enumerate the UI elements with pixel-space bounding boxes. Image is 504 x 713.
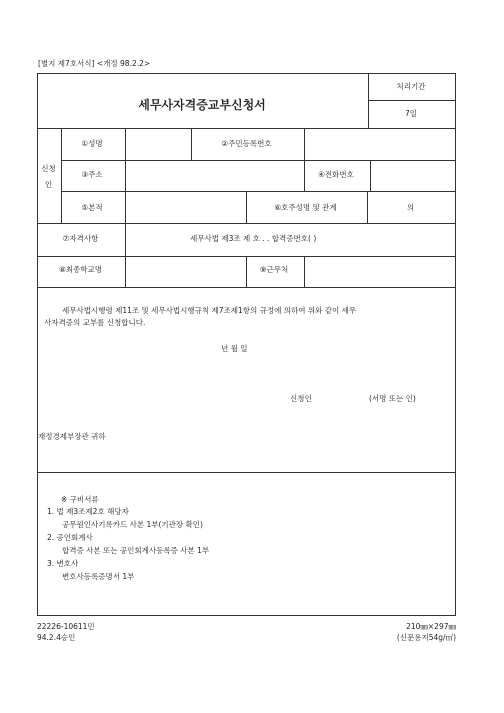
school-label: ⑧최종학교명 bbox=[59, 265, 102, 274]
rule bbox=[304, 128, 305, 160]
rule bbox=[38, 128, 456, 129]
approval-date: 94.2.4승인 bbox=[37, 633, 76, 642]
signature-or-seal-label: (서명 또는 인) bbox=[369, 394, 416, 403]
document-item-title: 1. 법 제3조제2호 해당자 bbox=[47, 507, 129, 516]
rule bbox=[38, 287, 456, 288]
document-item-title: 2. 공인회계사 bbox=[47, 533, 93, 542]
domicile-label: ⑤본적 bbox=[81, 203, 103, 212]
rule bbox=[61, 191, 456, 192]
rule bbox=[61, 160, 456, 161]
rule bbox=[370, 160, 371, 191]
workplace-label: ⑨근무처 bbox=[259, 265, 289, 274]
recipient: 재정경제부장관 귀하 bbox=[38, 432, 106, 441]
document-item-detail: 합격증 사본 또는 공인회계사등록증 사본 1부 bbox=[62, 546, 210, 555]
form-title: 세무사자격증교부신청서 bbox=[138, 98, 266, 112]
statement-line-2: 사자격증의 교부를 신청합니다. bbox=[44, 318, 146, 327]
resident-number-label: ②주민등록번호 bbox=[221, 139, 272, 148]
document-item-detail: 공무원인사기록카드 사본 1부(기관장 확인) bbox=[62, 520, 203, 529]
qualification-text: 세무사법 제3조 제 호 . . 합격증번호( ) bbox=[190, 234, 317, 243]
document-item-detail: 변호사등록증명서 1부 bbox=[62, 572, 135, 581]
form-number-note: [별지 제7호서식] <개정 98.2.2> bbox=[38, 59, 151, 68]
rule bbox=[304, 256, 305, 287]
phone-label: ④전화번호 bbox=[318, 170, 354, 179]
documents-heading: ※ 구비서류 bbox=[61, 495, 99, 504]
processing-period-value: 7일 bbox=[404, 109, 418, 118]
rule bbox=[125, 256, 126, 287]
applicant-group-label: 신청 bbox=[41, 164, 56, 173]
document-item-title: 3. 변호사 bbox=[47, 559, 79, 568]
form-code: 22226-10611민 bbox=[37, 622, 95, 631]
household-head-suffix: 의 bbox=[406, 203, 415, 212]
applicant-signature-label: 신청인 bbox=[290, 394, 312, 403]
rule bbox=[125, 128, 126, 223]
processing-period-label: 처리기간 bbox=[396, 82, 426, 91]
address-label: ③주소 bbox=[81, 170, 103, 179]
rule bbox=[38, 223, 456, 224]
qualification-label: ⑦자격사항 bbox=[62, 234, 99, 243]
rule bbox=[368, 100, 456, 101]
name-label: ①성명 bbox=[81, 139, 103, 148]
application-date: 년 월 일 bbox=[221, 344, 248, 353]
paper-size: 210㎜×297㎜ bbox=[406, 622, 456, 631]
paper-type: (신문용지54g/㎡) bbox=[396, 633, 456, 642]
rule bbox=[38, 472, 456, 473]
statement-line-1: 세무사법시행령 제11조 및 세무사법시행규칙 제7조제1항의 규정에 의하여 위와 같이 세무 bbox=[62, 306, 357, 315]
rule bbox=[125, 223, 126, 256]
household-head-label: ⑥호주성명 및 관계 bbox=[274, 203, 337, 212]
rule bbox=[38, 256, 456, 257]
applicant-group-label-2: 인 bbox=[44, 180, 53, 189]
